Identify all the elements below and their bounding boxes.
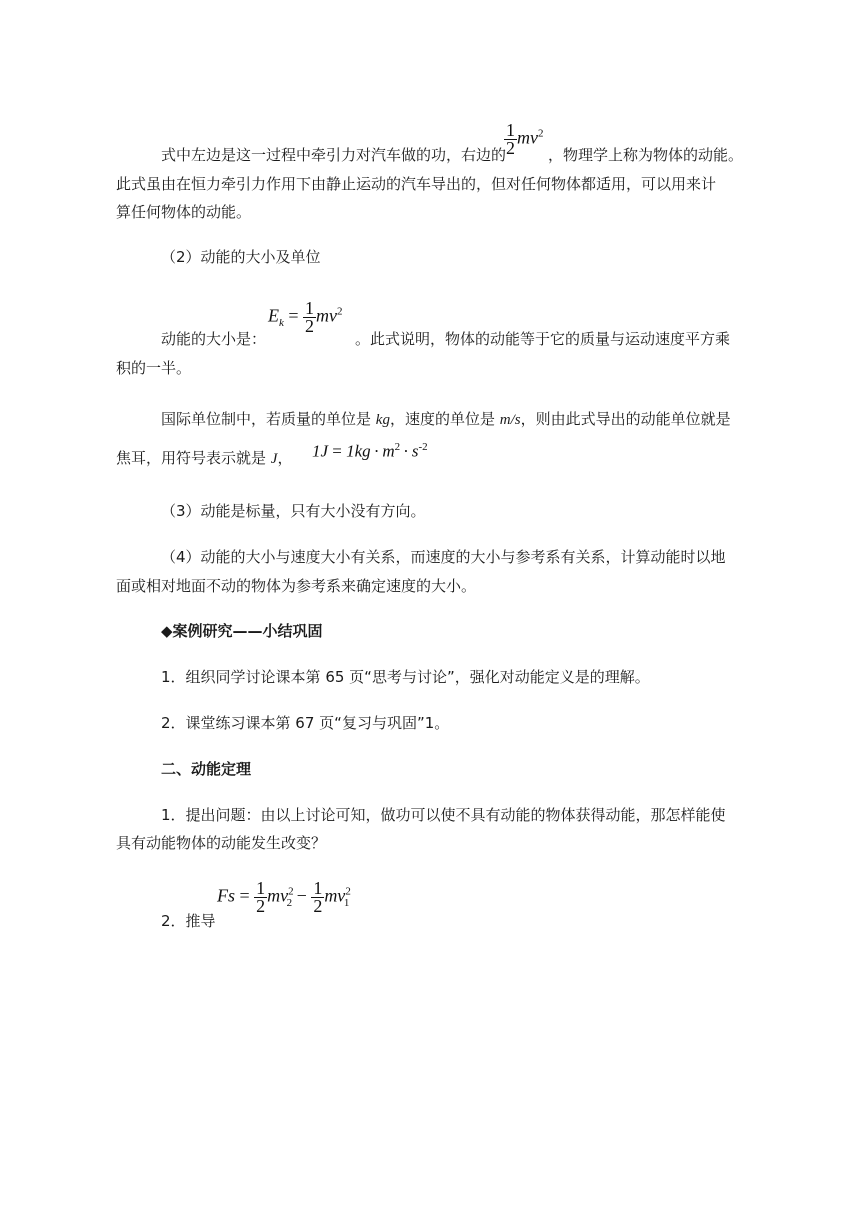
dot-operator: · <box>373 441 380 461</box>
s-exponent: -2 <box>418 441 428 453</box>
work-energy-formula <box>217 880 349 915</box>
unit-kg: kg <box>375 412 390 428</box>
fraction-one-half <box>504 122 517 157</box>
question-1-line-2: 具有动能物体的动能发生改变？ <box>116 834 327 852</box>
question-1-line-1: 1．提出问题：由以上讨论可知，做功可以使不具有动能的物体获得动能，那怎样能使 <box>161 806 726 824</box>
paragraph-2-line-1a: 动能的大小是： <box>161 330 267 348</box>
square-exponent: 2 <box>538 127 544 140</box>
subheading-2: （2）动能的大小及单位 <box>161 248 321 266</box>
v2-subscript: 2 <box>286 897 293 910</box>
minus-sign: − <box>296 885 307 906</box>
fraction-denominator: 2 <box>305 316 315 336</box>
square-exponent: 2 <box>345 885 351 898</box>
m-exponent: 2 <box>394 441 401 453</box>
dot-operator: · <box>403 441 409 461</box>
paragraph-2-line-2: 积的一半。 <box>116 359 192 377</box>
subheading-3: （3）动能是标量，只有大小没有方向。 <box>161 502 426 520</box>
equals-sign: = <box>239 885 250 906</box>
half-mv-squared-formula <box>504 122 544 157</box>
case-item-2: 2．课堂练习课本第 67 页“复习与巩固”1。 <box>161 714 450 732</box>
text-segment: ， <box>277 449 293 467</box>
ek-symbol: E <box>268 305 279 326</box>
square-exponent: 2 <box>337 305 343 318</box>
fraction-one-half <box>303 300 316 335</box>
fs-symbol: Fs <box>217 885 235 906</box>
text-segment: 焦耳，用符号表示就是 <box>116 449 267 467</box>
m-term: m <box>382 441 395 461</box>
unit-j: J <box>270 451 278 467</box>
case-study-heading: ◆案例研究——小结巩固 <box>161 622 323 640</box>
mv-symbol: mv <box>324 885 346 906</box>
mv-symbol: mv <box>316 305 338 326</box>
s-term: s <box>411 441 419 461</box>
fraction-numerator: 1 <box>506 120 515 140</box>
fraction-denominator: 2 <box>313 896 323 916</box>
text-segment: 国际单位制中，若质量的单位是 <box>161 410 372 428</box>
case-item-1: 1．组织同学讨论课本第 65 页“思考与讨论”，强化对动能定义是的理解。 <box>161 668 650 686</box>
ek-subscript: k <box>279 317 284 330</box>
paragraph-4-line-2: 面或相对地面不动的物体为参考系来确定速度的大小。 <box>116 577 477 595</box>
mv-symbol: mv <box>517 127 538 148</box>
kg-term: 1kg <box>346 441 371 461</box>
equals-sign: = <box>332 441 342 461</box>
paragraph-3-line-1 <box>161 408 731 429</box>
paragraph-1-line-2: 此式虽由在恒力牵引力作用下由静止运动的汽车导出的，但对任何物体都适用，可以用来计 <box>116 175 717 193</box>
mv-symbol: mv <box>267 885 289 906</box>
equals-sign: = <box>288 305 299 326</box>
paragraph-1-line-1a: 式中左边是这一过程中牵引力对汽车做的功，右边的 <box>161 146 507 164</box>
paragraph-1-line-1b: ，物理学上称为物体的动能。 <box>548 146 744 164</box>
fraction-one-half <box>254 880 267 915</box>
fraction-denominator: 2 <box>506 138 515 158</box>
fraction-numerator: 1 <box>305 298 315 318</box>
joule-lhs: 1J <box>312 441 329 461</box>
text-segment: ，速度的单位是 <box>389 410 495 428</box>
kinetic-energy-formula <box>268 300 343 335</box>
paragraph-1-line-3: 算任何物体的动能。 <box>116 203 252 221</box>
v1-subscript: 1 <box>343 897 350 910</box>
joule-unit-formula <box>312 441 428 462</box>
paragraph-2-line-1b: 。此式说明，物体的动能等于它的质量与运动速度平方乘 <box>355 330 731 348</box>
unit-ms: m/s <box>499 412 521 428</box>
paragraph-3-line-2 <box>116 447 292 468</box>
paragraph-4-line-1: （4）动能的大小与速度大小有关系，而速度的大小与参考系有关系，计算动能时以地 <box>161 548 726 566</box>
text-segment: ，则由此式导出的动能单位就是 <box>520 410 731 428</box>
fraction-one-half <box>311 880 324 915</box>
fraction-numerator: 1 <box>313 878 323 898</box>
fraction-denominator: 2 <box>256 896 266 916</box>
square-exponent: 2 <box>288 885 294 898</box>
fraction-numerator: 1 <box>256 878 266 898</box>
derivation-label: 2．推导 <box>161 912 216 930</box>
section-kinetic-theorem-heading: 二、动能定理 <box>161 760 252 778</box>
